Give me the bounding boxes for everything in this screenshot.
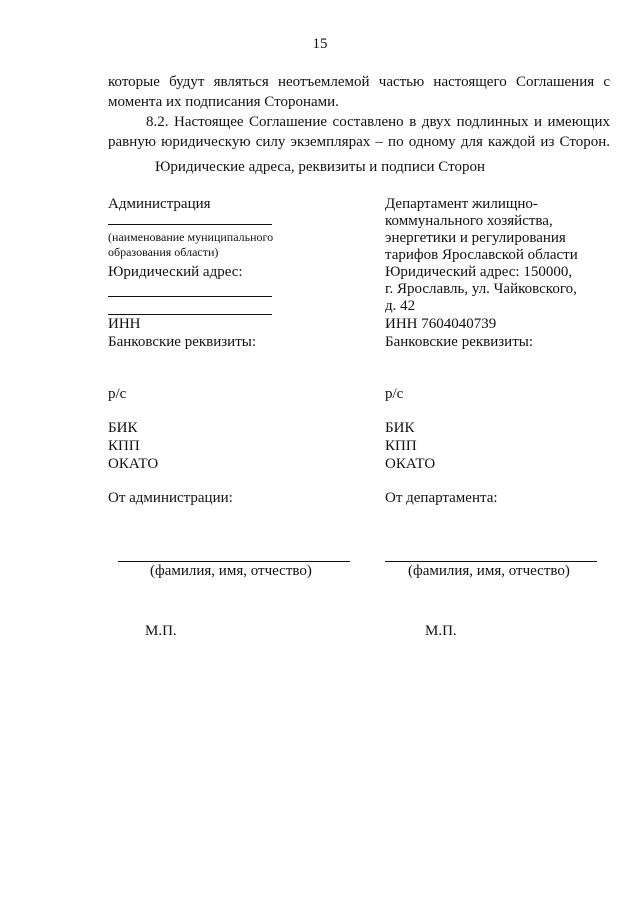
left-bank-label: Банковские реквизиты:: [108, 334, 257, 350]
left-account-label: р/с: [108, 386, 127, 402]
left-name-line: [108, 224, 272, 225]
clause-8-2: [108, 112, 610, 152]
left-caption-line-2: образования области): [108, 245, 219, 259]
left-kpp-label: КПП: [108, 438, 140, 454]
right-stamp-label: М.П.: [425, 623, 457, 639]
left-caption-line-1: (наименование муниципального: [108, 230, 274, 244]
right-account-label: р/с: [385, 386, 404, 402]
left-fio-caption: (фамилия, имя, отчество): [150, 563, 312, 579]
left-okato-label: ОКАТО: [108, 456, 159, 472]
right-legal-address-line-1: Юридический адрес: 150000,: [385, 264, 573, 280]
right-inn-label: ИНН 7604040739: [385, 316, 497, 332]
left-stamp-label: М.П.: [145, 623, 177, 639]
right-kpp-label: КПП: [385, 438, 417, 454]
right-heading-line-1: Департамент жилищно-: [385, 196, 538, 212]
right-heading-line-4: тарифов Ярославской области: [385, 247, 578, 263]
right-legal-address-line-2: г. Ярославль, ул. Чайковского,: [385, 281, 577, 297]
left-address-line-1: [108, 296, 272, 297]
intro-line-1: которые будут являться неотъемлемой частью настоящего Соглашения с: [108, 74, 610, 90]
left-inn-label: ИНН: [108, 316, 141, 332]
intro-paragraph: [108, 72, 610, 112]
section-title: Юридические адреса, реквизиты и подписи Сторон: [155, 159, 485, 175]
clause-8-2-line-1: 8.2. Настоящее Соглашение составлено в двух подлинных и имеющих: [146, 114, 610, 130]
right-okato-label: ОКАТО: [385, 456, 436, 472]
right-legal-address-line-3: д. 42: [385, 298, 416, 314]
right-bank-label: Банковские реквизиты:: [385, 334, 534, 350]
right-heading-line-3: энергетики и регулирования: [385, 230, 566, 246]
right-from-label: От департамента:: [385, 490, 498, 506]
right-fio-caption: (фамилия, имя, отчество): [408, 563, 570, 579]
intro-line-2: момента их подписания Сторонами.: [108, 94, 339, 110]
left-heading: Администрация: [108, 196, 211, 212]
left-bik-label: БИК: [108, 420, 138, 436]
left-legal-address-label: Юридический адрес:: [108, 264, 243, 280]
right-heading-line-2: коммунального хозяйства,: [385, 213, 553, 229]
page-number: 15: [312, 36, 328, 52]
right-bik-label: БИК: [385, 420, 415, 436]
clause-8-2-line-2: равную юридическую силу экземплярах – по одному для каждой из Сторон.: [108, 134, 610, 150]
left-from-label: От администрации:: [108, 490, 233, 506]
